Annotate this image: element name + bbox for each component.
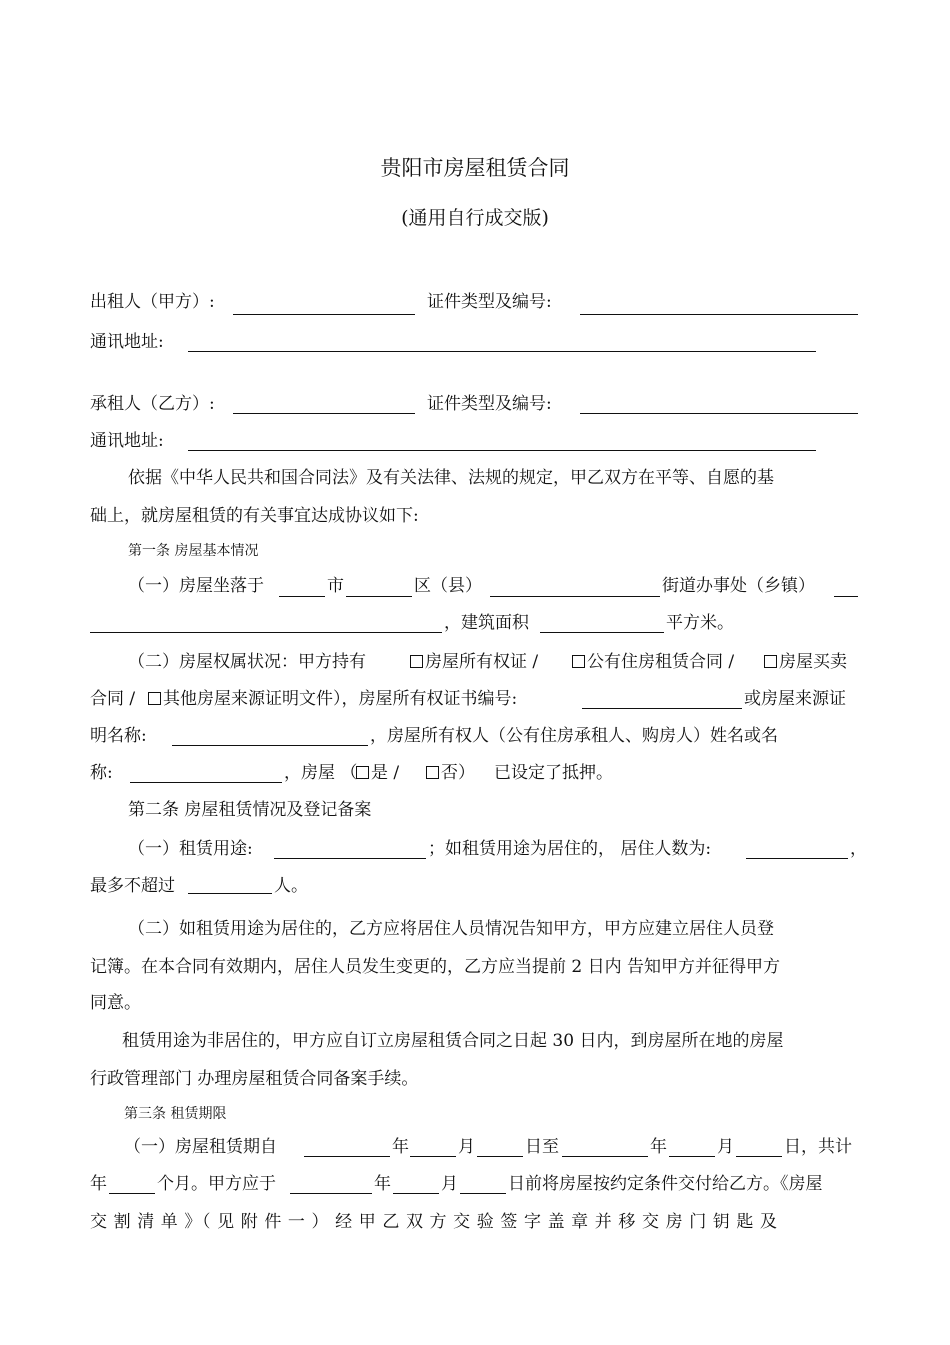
lessee-name-field[interactable] <box>233 413 415 414</box>
area-unit: 平方米。 <box>666 613 734 633</box>
area-label: ，建筑面积 <box>444 613 529 633</box>
lessor-name-field[interactable] <box>233 314 415 315</box>
source-name-field[interactable] <box>172 745 368 746</box>
contract-title: 贵阳市房屋租赁合同 <box>380 156 570 180</box>
end-year-field[interactable] <box>562 1156 648 1157</box>
residents-comma: ， <box>850 839 867 859</box>
intro-line-1: 依据《中华人民共和国合同法》及有关法律、法规的规定，甲乙双方在平等、自愿的基 <box>128 468 774 488</box>
district-field[interactable] <box>346 596 412 597</box>
end-month-field[interactable] <box>669 1156 715 1157</box>
checkbox-icon[interactable] <box>426 766 439 779</box>
lessee-id-field[interactable] <box>580 413 858 414</box>
lessee-address-field[interactable] <box>188 450 816 451</box>
street-field[interactable] <box>490 596 660 597</box>
ownership-line3-end: ，房屋所有权人（公有住房承租人、购房人）姓名或名 <box>370 726 778 746</box>
use-label: （一）租赁用途: <box>128 839 253 859</box>
city-label: 市 <box>327 576 344 596</box>
article-3-heading: 第三条 租赁期限 <box>124 1106 227 1122</box>
lessor-label: 出租人（甲方）: <box>90 292 215 312</box>
ownership-option-other[interactable]: 其他房屋来源证明文件），房屋所有权证书编号: <box>148 689 517 709</box>
checkbox-icon[interactable] <box>572 655 585 668</box>
checkbox-icon[interactable] <box>148 692 161 705</box>
handover-end: 日前将房屋按约定条件交付给乙方。《房屋 <box>508 1174 823 1194</box>
ownership-label: （二）房屋权属状况：甲方持有 <box>128 652 366 672</box>
area-field[interactable] <box>540 632 664 633</box>
ownership-line2-end: 或房屋来源证 <box>744 689 846 709</box>
intro-line-2: 础上，就房屋租赁的有关事宜达成协议如下: <box>90 506 419 526</box>
checkbox-icon[interactable] <box>410 655 423 668</box>
ownership-line4-start: 称: <box>90 763 113 783</box>
owner-name-field[interactable] <box>130 782 282 783</box>
start-year-field[interactable] <box>304 1156 390 1157</box>
checkbox-icon[interactable] <box>764 655 777 668</box>
lessor-id-field[interactable] <box>580 314 858 315</box>
ownership-line2-start: 合同 / <box>90 689 136 709</box>
start-month-field[interactable] <box>410 1156 456 1157</box>
use-field[interactable] <box>274 858 426 859</box>
address-tail-field[interactable] <box>834 596 858 597</box>
lessor-address-field[interactable] <box>188 351 816 352</box>
start-day-field[interactable] <box>477 1156 523 1157</box>
term-label: （一）房屋租赁期自 <box>124 1137 277 1157</box>
term-total-year-unit: 年 <box>90 1174 107 1194</box>
address-detail-field[interactable] <box>90 632 442 633</box>
lessee-address-label: 通讯地址: <box>90 431 164 451</box>
checkbox-icon[interactable] <box>356 766 369 779</box>
handover-label: 个月。甲方应于 <box>157 1174 276 1194</box>
max-residents-label: 最多不超过 <box>90 876 175 896</box>
street-label: 街道办事处（乡镇） <box>662 576 815 596</box>
end-year-unit: 年 <box>650 1137 667 1157</box>
max-residents-unit: 人。 <box>274 876 308 896</box>
handover-day-field[interactable] <box>460 1193 506 1194</box>
end-day-field[interactable] <box>736 1156 782 1157</box>
handover-month-field[interactable] <box>393 1193 439 1194</box>
start-year-unit: 年 <box>392 1137 409 1157</box>
article-1-heading: 第一条 房屋基本情况 <box>128 543 259 559</box>
ownership-option-public[interactable]: 公有住房租赁合同 / <box>572 652 734 672</box>
handover-month-unit: 月 <box>441 1174 458 1194</box>
start-day-to: 日至 <box>525 1137 559 1157</box>
ownership-line3-start: 明名称: <box>90 726 147 746</box>
end-month-unit: 月 <box>717 1137 734 1157</box>
residents-label: ；如租赁用途为居住的， 居住人数为: <box>428 839 712 859</box>
registration-line-2: 记簿。在本合同有效期内，居住人员发生变更的，乙方应当提前 2 日内 告知甲方并征得甲方 <box>90 957 781 977</box>
article-2-heading: 第二条 房屋租赁情况及登记备案 <box>128 800 372 820</box>
cert-number-field[interactable] <box>582 708 742 709</box>
nonresidential-line-2: 行政管理部门 办理房屋租赁合同备案手续。 <box>90 1069 419 1089</box>
lessee-id-label: 证件类型及编号: <box>427 394 552 414</box>
mortgage-yes-option[interactable]: 是 / <box>356 763 399 783</box>
nonresidential-line-1: 租赁用途为非居住的，甲方应自订立房屋租赁合同之日起 30 日内，到房屋所在地的房屋 <box>122 1031 784 1051</box>
location-label: （一）房屋坐落于 <box>128 576 264 596</box>
max-residents-field[interactable] <box>188 893 272 894</box>
term-total: 日，共计 <box>784 1137 852 1157</box>
handover-list-line: 交 割 清 单 》（ 见 附 件 一 ） 经 甲 乙 双 方 交 验 签 字 盖 章 并 移 交 房 门 钥 匙 及 <box>90 1212 778 1232</box>
registration-line-3: 同意。 <box>90 993 141 1013</box>
total-months-field[interactable] <box>109 1193 155 1194</box>
lessor-address-label: 通讯地址: <box>90 332 164 352</box>
residents-field[interactable] <box>746 858 848 859</box>
handover-year-unit: 年 <box>374 1174 391 1194</box>
mortgage-end: 已设定了抵押。 <box>494 763 613 783</box>
district-label: 区（县） <box>414 576 482 596</box>
mortgage-no-option[interactable]: 否） <box>426 763 475 783</box>
lessor-id-label: 证件类型及编号: <box>427 292 552 312</box>
start-month-unit: 月 <box>458 1137 475 1157</box>
ownership-option-cert[interactable]: 房屋所有权证 / <box>410 652 538 672</box>
mortgage-label: ，房屋 （ <box>284 763 358 783</box>
contract-subtitle: (通用自行成交版) <box>401 207 549 229</box>
lessee-label: 承租人（乙方）: <box>90 394 215 414</box>
handover-year-field[interactable] <box>290 1193 372 1194</box>
city-field[interactable] <box>279 596 325 597</box>
registration-line-1: （二）如租赁用途为居住的，乙方应将居住人员情况告知甲方，甲方应建立居住人员登 <box>128 919 774 939</box>
ownership-option-sale[interactable]: 房屋买卖 <box>764 652 847 672</box>
